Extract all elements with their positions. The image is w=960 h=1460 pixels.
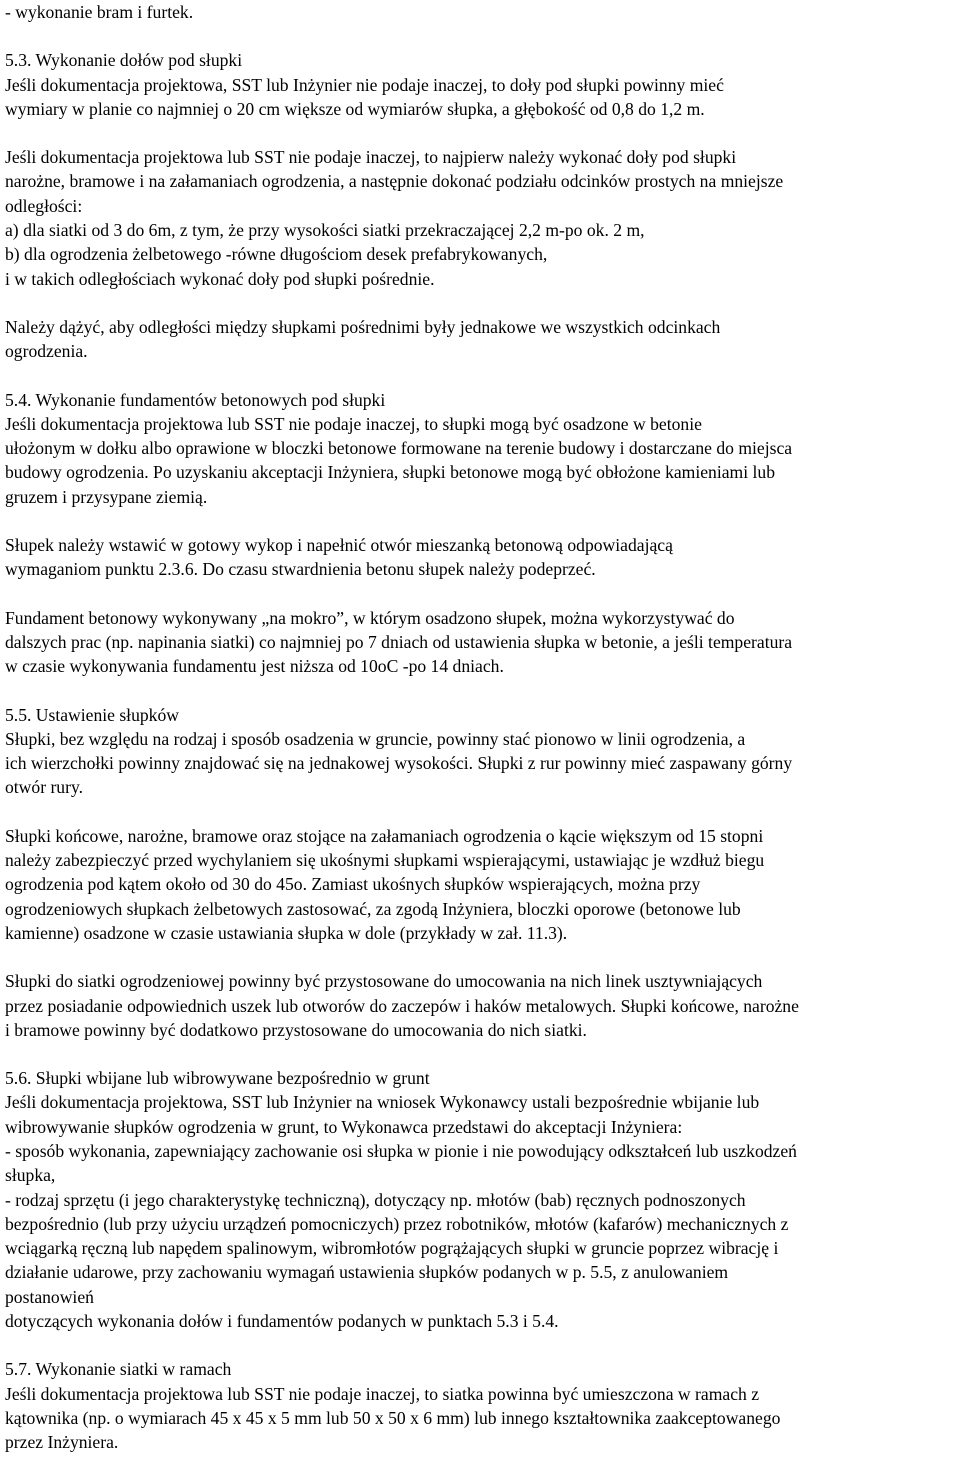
paragraph [5, 703, 960, 800]
paragraph [5, 315, 960, 364]
text-line: przez Inżyniera. [5, 1432, 119, 1453]
paragraph [5, 48, 960, 121]
text-line: Fundament betonowy wykonywany „na mokro”, w którym osadzono słupek, można wykorzystywać do [5, 607, 735, 628]
text-line: kamienne) osadzone w czasie ustawiania słupka w dole (przykłady w zał. 11.3). [5, 922, 568, 943]
text-line: - rodzaj sprzętu (i jego charakterystykę techniczną), dotyczący np. młotów (bab) ręcznych podnoszonych [5, 1189, 746, 1210]
text-line: ich wierzchołki powinny znajdować się na jednakowej wysokości. Słupki z rur powinny mieć zaspawany górny [5, 753, 793, 774]
paragraph [5, 0, 960, 24]
text-line: Słupki końcowe, narożne, bramowe oraz stojące na załamaniach ogrodzenia o kącie większym od 15 stopni [5, 825, 764, 846]
text-line: dotyczących wykonania dołów i fundamentów podanych w punktach 5.3 i 5.4. [5, 1311, 559, 1332]
text-line: Jeśli dokumentacja projektowa, SST lub Inżynier nie podaje inaczej, to doły pod słupki powinny mieć [5, 74, 724, 95]
text-line: Jeśli dokumentacja projektowa lub SST nie podaje inaczej, to słupki mogą być osadzone w betonie [5, 413, 702, 434]
text-line: b) dla ogrodzenia żelbetowego -równe długościom desek prefabrykowanych, [5, 244, 548, 265]
text-line: dalszych prac (np. napinania siatki) co najmniej po 7 dniach od ustawienia słupka w betonie, a jeśli temperatura [5, 631, 793, 652]
text-line: i w takich odległościach wykonać doły pod słupki pośrednie. [5, 268, 435, 289]
paragraph [5, 1357, 960, 1454]
text-line: i bramowe powinny być dodatkowo przystosowane do umocowania do nich siatki. [5, 1019, 587, 1040]
text-line: kątownika (np. o wymiarach 45 x 45 x 5 mm lub 50 x 50 x 6 mm) lub innego kształtownika zaakceptowanego [5, 1407, 781, 1428]
paragraph [5, 1066, 960, 1333]
paragraph [5, 606, 960, 679]
text-line: 5.4. Wykonanie fundamentów betonowych pod słupki [5, 389, 386, 410]
text-line: 5.6. Słupki wbijane lub wibrowywane bezpośrednio w grunt [5, 1068, 430, 1089]
text-line: postanowień [5, 1286, 94, 1307]
text-line: Jeśli dokumentacja projektowa, SST lub Inżynier na wniosek Wykonawcy ustali bezpośrednie wbijanie lub [5, 1092, 760, 1113]
paragraph [5, 533, 960, 582]
text-line: odległości: [5, 195, 83, 216]
text-line: w czasie wykonywania fundamentu jest niższa od 10oC -po 14 dniach. [5, 656, 504, 677]
text-line: należy zabezpieczyć przed wychylaniem się ukośnymi słupkami wspierającymi, ustawiając je wzdłuż biegu [5, 850, 765, 871]
text-line: - wykonanie bram i furtek. [5, 2, 194, 22]
text-line: gruzem i przysypane ziemią. [5, 486, 208, 507]
text-line: - sposób wykonania, zapewniający zachowanie osi słupka w pionie i nie powodujący odkształceń lub uszkodzeń [5, 1140, 797, 1161]
text-line: bezpośrednio (lub przy użyciu urządzeń pomocniczych) przez robotników, młotów (kafarów) mechanicznych z [5, 1213, 789, 1234]
text-line: Jeśli dokumentacja projektowa lub SST nie podaje inaczej, to siatka powinna być umieszczona w ramach z [5, 1383, 760, 1404]
text-line: wymiary w planie co najmniej o 20 cm większe od wymiarów słupka, a głębokość od 0,8 do 1,2 m. [5, 98, 705, 119]
text-line: Jeśli dokumentacja projektowa lub SST nie podaje inaczej, to najpierw należy wykonać doły pod słupki [5, 147, 737, 168]
text-line: działanie udarowe, przy zachowaniu wymagań ustawienia słupków podanych w p. 5.5, z anulowaniem [5, 1262, 729, 1283]
text-line: wciągarką ręczną lub napędem spalinowym, wibromłotów pogrążających słupki w gruncie poprzez wibrację i [5, 1238, 779, 1259]
text-line: słupka, [5, 1165, 56, 1186]
text-line: Słupki, bez względu na rodzaj i sposób osadzenia w gruncie, powinny stać pionowo w linii ogrodzenia, a [5, 728, 746, 749]
text-line: ogrodzeniowych słupkach żelbetowych zastosować, za zgodą Inżyniera, bloczki oporowe (betonowe lub [5, 898, 741, 919]
text-line: Należy dążyć, aby odległości między słupkami pośrednimi były jednakowe we wszystkich odcinkach [5, 316, 721, 337]
text-line: ogrodzenia pod kątem około od 30 do 45o. Zamiast ukośnych słupków wspierających, można przy [5, 874, 701, 895]
text-line: ogrodzenia. [5, 341, 88, 362]
text-line: budowy ogrodzenia. Po uzyskaniu akceptacji Inżyniera, słupki betonowe mogą być obłożone kamieniami lub [5, 462, 776, 483]
paragraph [5, 824, 960, 945]
text-line: 5.7. Wykonanie siatki w ramach [5, 1359, 232, 1380]
text-line: Słupki do siatki ogrodzeniowej powinny być przystosowane do umocowania na nich linek usztywniających [5, 971, 763, 992]
text-line: 5.3. Wykonanie dołów pod słupki [5, 50, 243, 71]
text-line: ułożonym w dołku albo oprawione w bloczki betonowe formowane na terenie budowy i dostarczane do miejsca [5, 438, 793, 459]
text-line: 5.5. Ustawienie słupków [5, 704, 179, 725]
text-line: narożne, bramowe i na załamaniach ogrodzenia, a następnie dokonać podziału odcinków prostych na mniejsze [5, 171, 784, 192]
paragraph [5, 145, 960, 291]
text-line: a) dla siatki od 3 do 6m, z tym, że przy wysokości siatki przekraczającej 2,2 m-po ok. 2 m, [5, 220, 645, 241]
text-line: wymaganiom punktu 2.3.6. Do czasu stwardnienia betonu słupek należy podeprzeć. [5, 559, 596, 580]
text-line: Słupek należy wstawić w gotowy wykop i napełnić otwór mieszanką betonową odpowiadającą [5, 535, 673, 556]
paragraph [5, 388, 960, 509]
text-line: wibrowywanie słupków ogrodzenia w grunt, to Wykonawca przedstawi do akceptacji Inżyniera: [5, 1116, 683, 1137]
text-line: przez posiadanie odpowiednich uszek lub otworów do zaczepów i haków metalowych. Słupki końcowe, narożne [5, 995, 799, 1016]
text-line: otwór rury. [5, 777, 84, 798]
paragraph [5, 969, 960, 1042]
